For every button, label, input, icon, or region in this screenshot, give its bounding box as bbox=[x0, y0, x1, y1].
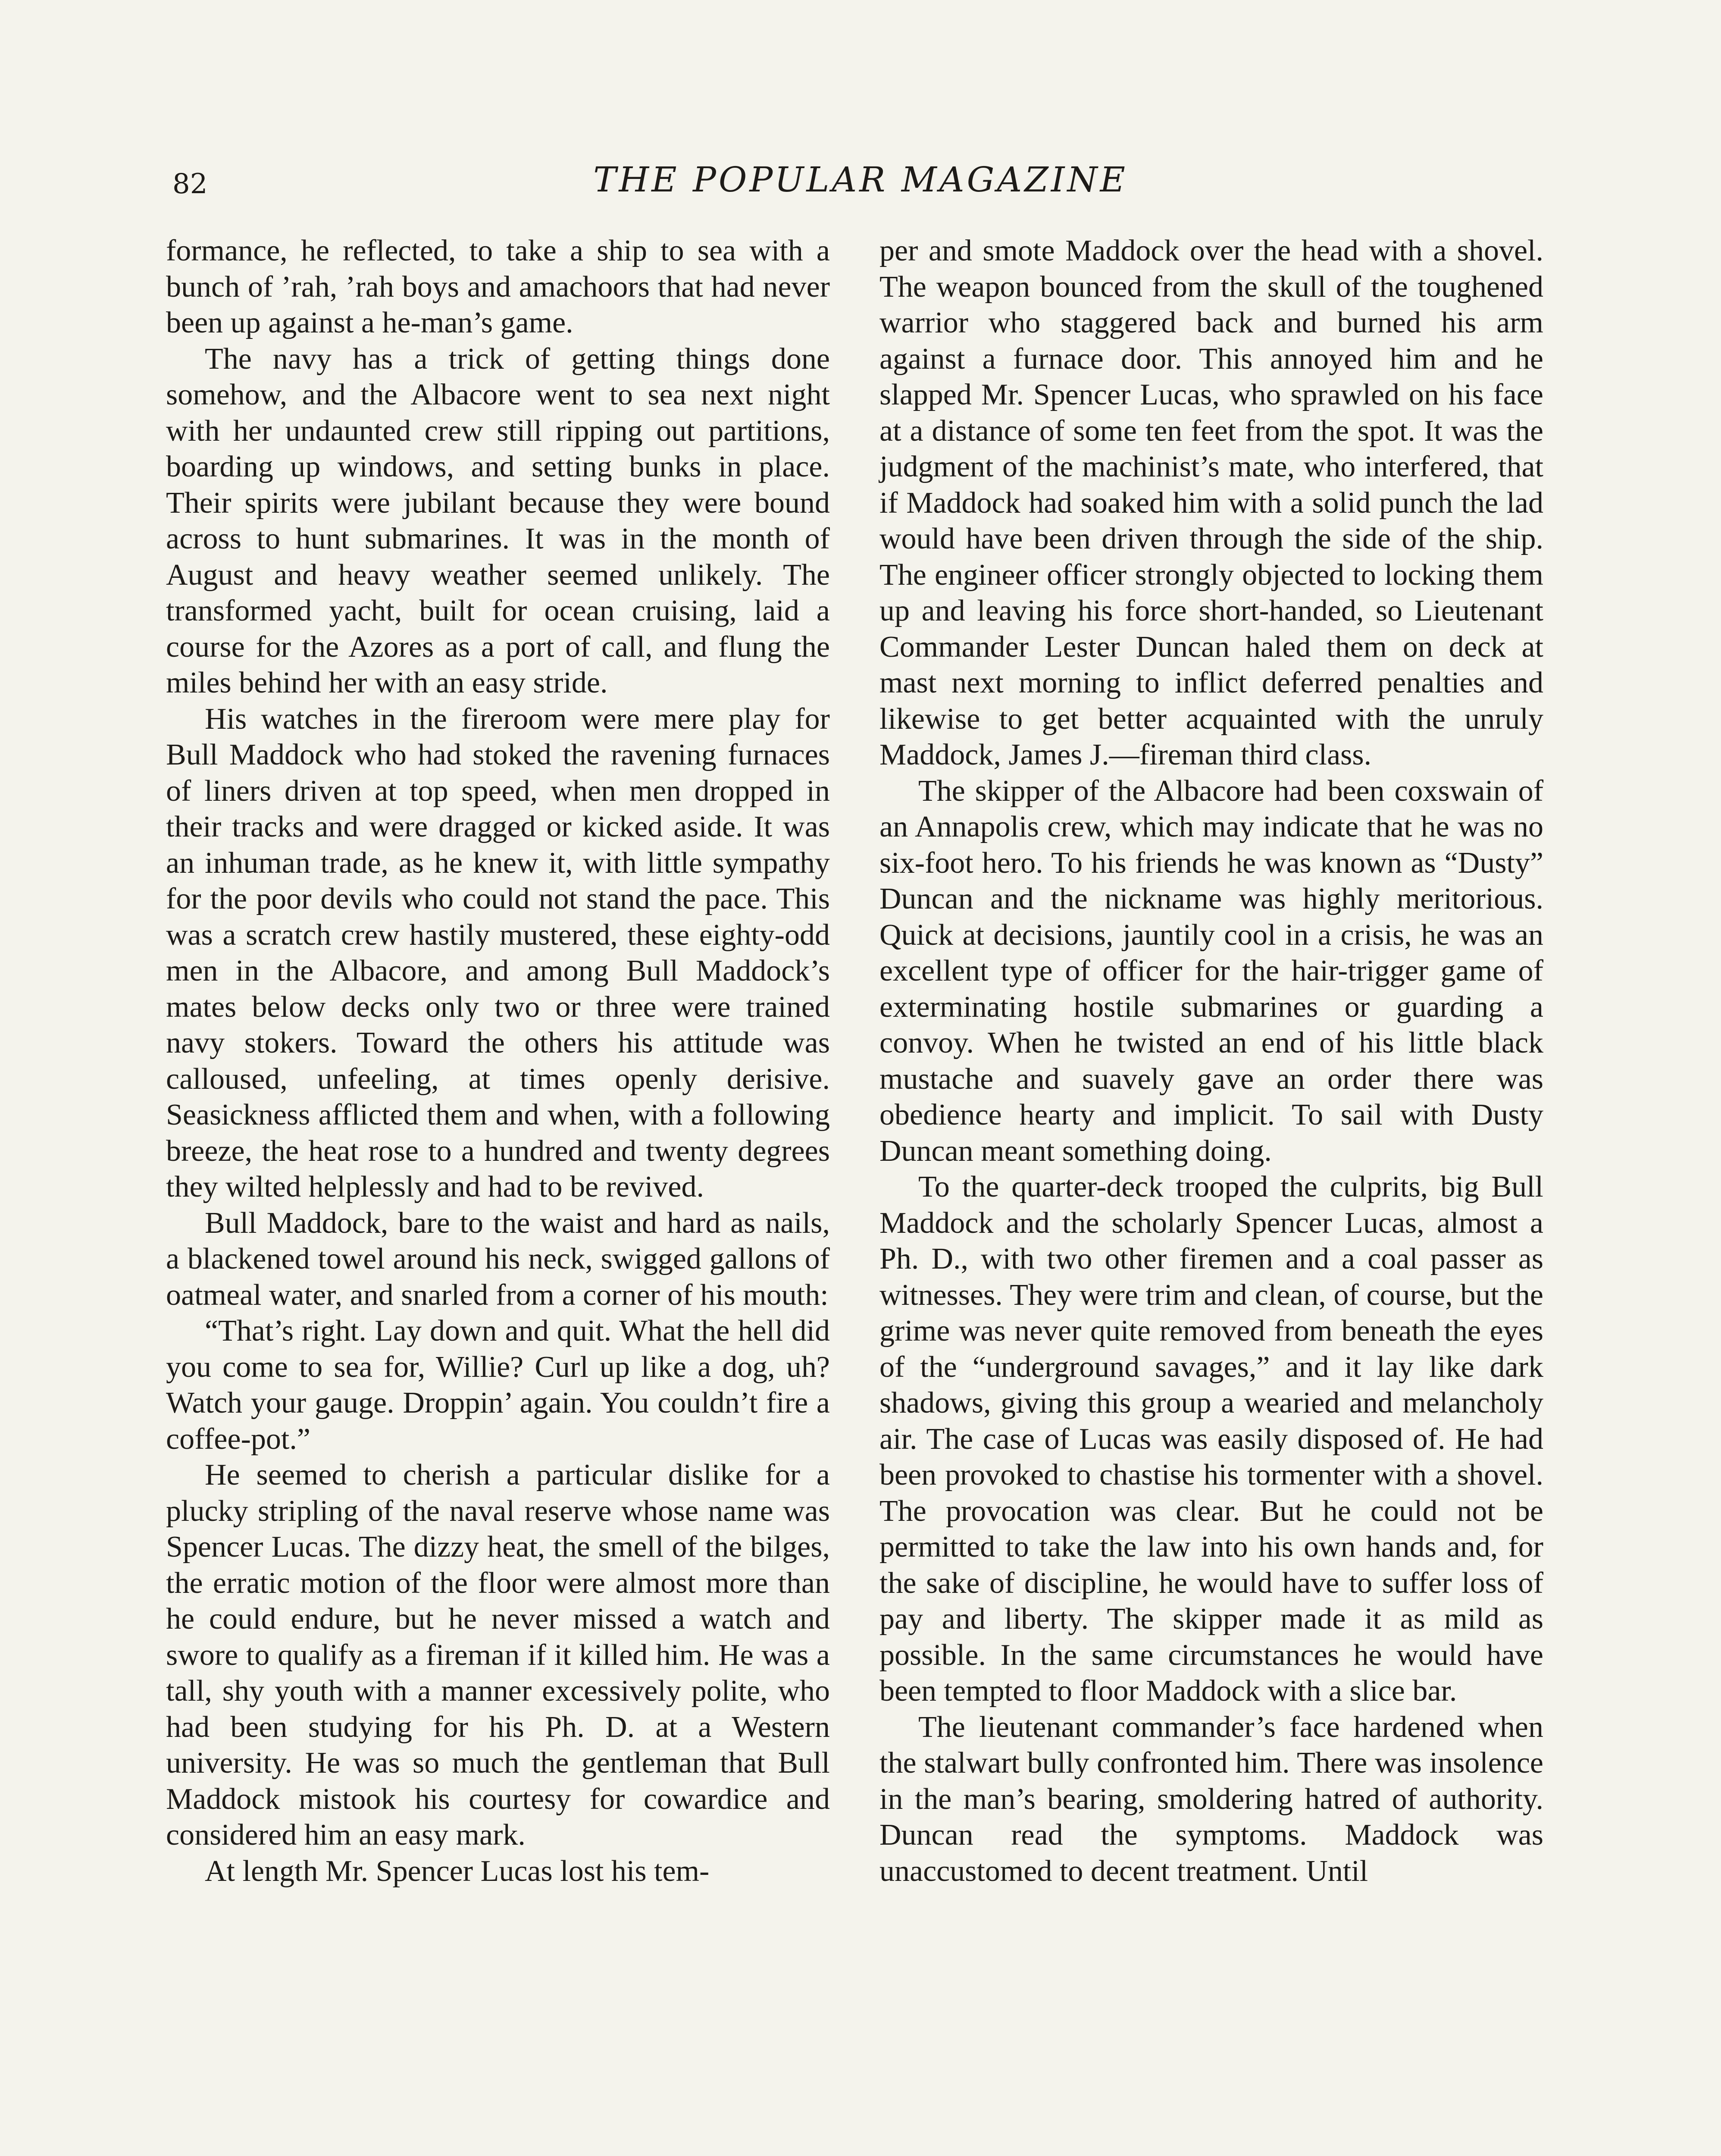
paragraph: At length Mr. Spencer Lucas lost his tem- bbox=[205, 1854, 710, 1888]
paragraph: The skipper of the Albacore had been coxswain of an Annapolis crew, which may indicate that he was no six-foot hero. To his friends he was known as “Dusty” Duncan and the nickname was highly meritorious. Quick at decisions, jauntily cool in a crisis, he was an excellent type of officer for the hair-trigger game of exterminating hostile submarines or guarding a convoy. When he twisted an end of his little black mustache and suavely gave an order there was obedience hearty and implicit. To sail with Dusty Duncan meant something doing. bbox=[879, 774, 1543, 1168]
paragraph: His watches in the fireroom were mere play for Bull Maddock who had stoked the ravening furnaces of liners driven at top speed, when men dropped in their tracks and were dragged or kicked aside. It was an inhuman trade, as he knew it, with little sympathy for the poor devils who could not stand the pace. This was a scratch crew hastily mustered, these eighty-odd men in the Albacore, and among Bull Maddock’s mates below decks only two or three were trained navy stokers. Toward the others his attitude was calloused, unfeeling, at times openly derisive. Seasickness afflicted them and when, with a following breeze, the heat rose to a hundred and twenty degrees they wilted helplessly and had to be revived. bbox=[166, 702, 830, 1203]
page-number: 82 bbox=[172, 168, 208, 200]
paragraph: formance, he reflected, to take a ship to sea with a bunch of ’rah, ’rah boys and amachoors that had never been up against a he-man’s game. bbox=[166, 234, 830, 339]
paragraph: per and smote Maddock over the head with a shovel. The weapon bounced from the skull of the toughened warrior who staggered back and burned his arm against a furnace door. This annoyed him and he slapped Mr. Spencer Lucas, who sprawled on his face at a distance of some ten feet from the spot. It was the judgment of the machinist’s mate, who interfered, that if Maddock had soaked him with a solid punch the lad would have been driven through the side of the ship. The engineer officer strongly objected to locking them up and leaving his force short-handed, so Lieutenant Commander Lester Duncan haled them on deck at mast next morning to inflict deferred penalties and likewise to get better acquainted with the unruly Maddock, James J.—fireman third class. bbox=[879, 234, 1543, 771]
running-title: THE POPULAR MAGAZINE bbox=[593, 160, 1128, 200]
right-column bbox=[879, 233, 1543, 1889]
paragraph: The navy has a trick of getting things done somehow, and the Albacore went to sea next night with her undaunted crew still ripping out partitions, boarding up windows, and setting bunks in place. Their spirits were jubilant because they were bound across to hunt submarines. It was in the month of August and heavy weather seemed unlikely. The transformed yacht, built for ocean cruising, laid a course for the Azores as a port of call, and flung the miles behind her with an easy stride. bbox=[166, 342, 830, 699]
left-column bbox=[166, 233, 830, 1889]
paragraph: The lieutenant commander’s face hardened when the stalwart bully confronted him. There was insolence in the man’s bearing, smoldering hatred of authority. Duncan read the symptoms. Maddock was unaccustomed to decent treatment. Until bbox=[879, 1710, 1543, 1888]
page-header bbox=[164, 155, 1557, 216]
paragraph: “That’s right. Lay down and quit. What the hell did you come to sea for, Willie? Curl up like a dog, uh? Watch your gauge. Droppin’ again. You couldn’t fire a coffee-pot.” bbox=[166, 1314, 830, 1456]
paragraph: Bull Maddock, bare to the waist and hard as nails, a blackened towel around his neck, swigged gallons of oatmeal water, and snarled from a corner of his mouth: bbox=[166, 1206, 830, 1312]
paragraph: To the quarter-deck trooped the culprits, big Bull Maddock and the scholarly Spencer Lucas, almost a Ph. D., with two other firemen and a coal passer as witnesses. They were trim and clean, of course, but the grime was never quite removed from beneath the eyes of the “underground savages,” and it lay like dark shadows, giving this group a wearied and melancholy air. The case of Lucas was easily disposed of. He had been provoked to chastise his tormenter with a shovel. The provocation was clear. But he could not be permitted to take the law into his own hands and, for the sake of discipline, he would have to suffer loss of pay and liberty. The skipper made it as mild as possible. In the same circumstances he would have been tempted to floor Maddock with a slice bar. bbox=[879, 1170, 1543, 1708]
paragraph: He seemed to cherish a particular dislike for a plucky stripling of the naval reserve whose name was Spencer Lucas. The dizzy heat, the smell of the bilges, the erratic motion of the floor were almost more than he could endure, but he never missed a watch and swore to qualify as a fireman if it killed him. He was a tall, shy youth with a manner excessively polite, who had been studying for his Ph. D. at a Western university. He was so much the gentleman that Bull Maddock mistook his courtesy for cowardice and considered him an easy mark. bbox=[166, 1458, 830, 1852]
